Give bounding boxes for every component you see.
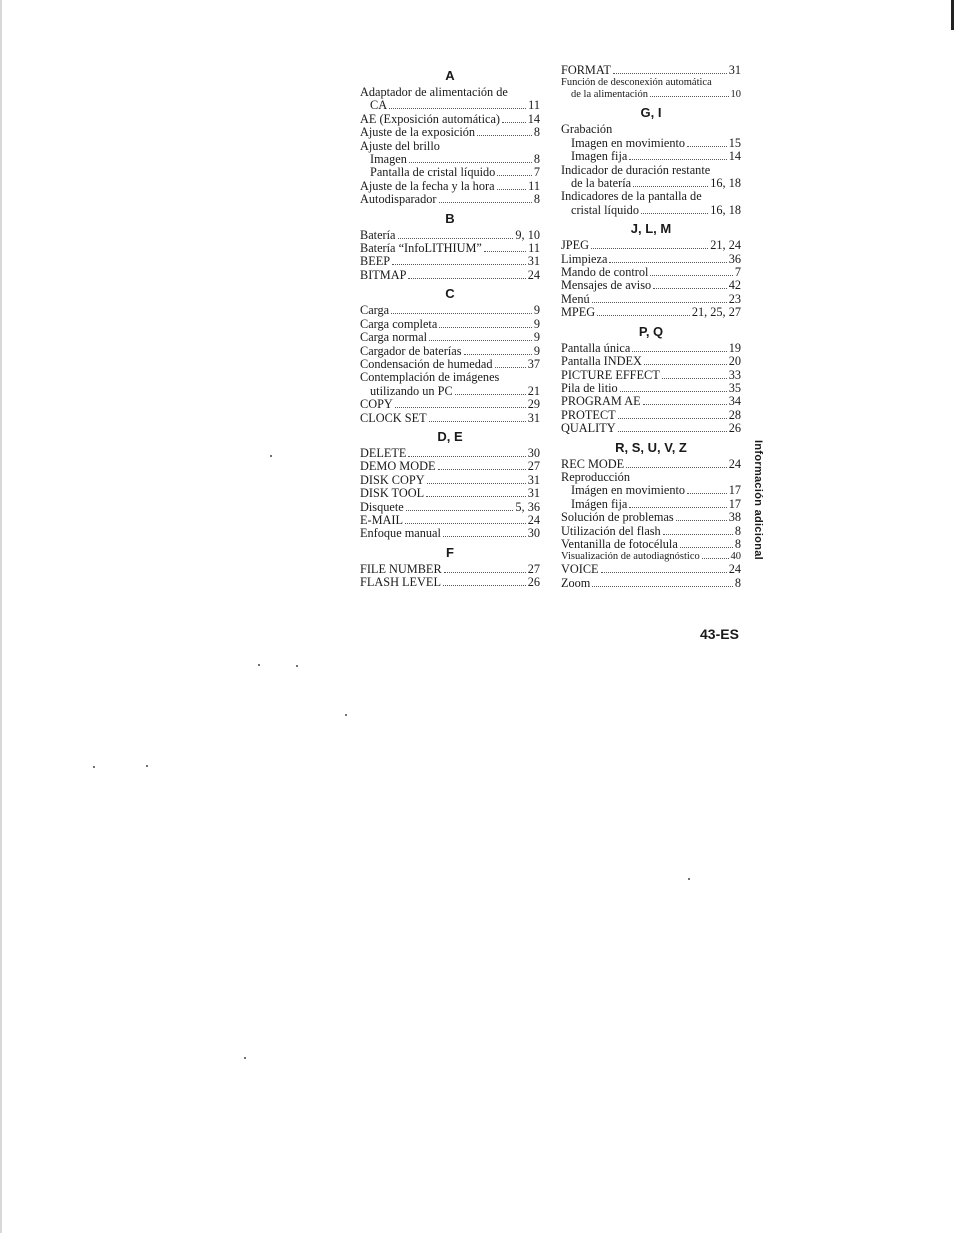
dot-leader [650, 96, 729, 97]
index-entry [561, 137, 741, 150]
index-page-ref: 23 [728, 291, 741, 306]
index-entry [561, 89, 741, 101]
index-term: MPEG [561, 305, 596, 320]
index-page-ref: 15 [728, 135, 741, 150]
index-entry [360, 229, 540, 242]
index-entry [561, 458, 741, 471]
dot-leader [438, 469, 526, 470]
dot-leader [497, 175, 532, 176]
index-term: Imágen en movimiento [571, 483, 686, 498]
index-page-ref: 16, 18 [710, 176, 741, 191]
index-term: Imagen fija [571, 149, 628, 164]
dot-leader [484, 251, 526, 252]
index-term: Disquete [360, 499, 404, 514]
index-page-ref: 31 [527, 486, 540, 501]
index-term: QUALITY [561, 421, 616, 436]
index-term: Pila de litio [561, 380, 618, 395]
index-term: CLOCK SET [360, 410, 427, 425]
dot-leader [477, 135, 532, 136]
index-page-ref: 29 [527, 397, 540, 412]
index-entry [360, 527, 540, 540]
index-page-ref: 9 [533, 316, 540, 331]
dot-leader [601, 572, 727, 573]
index-term: DEMO MODE [360, 459, 436, 474]
index-term: BITMAP [360, 267, 407, 282]
index-entry [561, 498, 741, 511]
index-page-ref: 9 [533, 303, 540, 318]
index-entry-heading: Función de desconexión automática [561, 77, 712, 89]
index-term: Enfoque manual [360, 526, 441, 541]
dot-leader [429, 421, 526, 422]
dot-leader [633, 186, 708, 187]
index-section [360, 68, 540, 207]
dot-leader [643, 404, 727, 405]
index-entry [360, 460, 540, 473]
index-entry-heading: Indicadores de la pantalla de [561, 189, 702, 204]
index-page-ref: 17 [728, 496, 741, 511]
index-term: COPY [360, 397, 393, 412]
dot-leader [632, 351, 726, 352]
dot-leader [613, 73, 727, 74]
index-entry [360, 345, 540, 358]
scan-speck [258, 664, 260, 666]
index-entry [360, 331, 540, 344]
dot-leader [427, 483, 526, 484]
index-column-left [360, 64, 540, 590]
index-page-ref: 35 [728, 380, 741, 395]
index-term: de la batería [571, 176, 632, 191]
index-entry [360, 358, 540, 371]
dot-leader [591, 248, 708, 249]
dot-leader [687, 146, 727, 147]
index-page-ref: 30 [527, 526, 540, 541]
index-term: Pantalla única [561, 340, 631, 355]
index-term: FORMAT [561, 63, 611, 77]
dot-leader [429, 340, 532, 341]
dot-leader [618, 431, 727, 432]
dot-leader [676, 520, 727, 521]
index-entry [360, 385, 540, 398]
dot-leader [618, 418, 727, 419]
index-page-ref: 37 [527, 356, 540, 371]
index-page-ref: 11 [528, 178, 540, 193]
index-entry [360, 269, 540, 282]
dot-leader [408, 278, 525, 279]
section-letter-heading: R, S, U, V, Z [615, 439, 687, 455]
dot-leader [687, 493, 727, 494]
index-section [360, 545, 540, 590]
section-letter-heading: G, I [640, 105, 662, 121]
index-term: Autodisparador [360, 192, 437, 207]
dot-leader [626, 467, 727, 468]
index-page-ref: 42 [728, 278, 741, 293]
index-term: FILE NUMBER [360, 561, 442, 576]
index-entry [561, 342, 741, 355]
index-page-ref: 10 [730, 89, 741, 101]
index-page-ref: 24 [728, 562, 741, 577]
index-column-right [561, 64, 741, 590]
dot-leader [443, 536, 526, 537]
index-term: Ajuste de la fecha y la hora [360, 178, 495, 193]
index-page-ref: 24 [527, 267, 540, 282]
dot-leader [497, 189, 527, 190]
index-page-ref: 16, 18 [710, 202, 741, 217]
index-entry [360, 474, 540, 487]
index-entry [561, 369, 741, 382]
dot-leader [662, 378, 727, 379]
index-entry-heading: Adaptador de alimentación de [360, 85, 508, 99]
index-page-ref: 38 [728, 510, 741, 525]
scan-speck [244, 1057, 246, 1059]
index-section [561, 324, 741, 436]
index-page-ref: 34 [728, 394, 741, 409]
index-page-ref: 27 [527, 561, 540, 576]
scan-speck [688, 878, 690, 880]
index-page-ref: 8 [734, 536, 741, 551]
index-entry [360, 318, 540, 331]
index-term: Utilización del flash [561, 523, 661, 538]
index-page-ref: 31 [527, 410, 540, 425]
index-entry [561, 422, 741, 435]
index-term: Imagen [370, 152, 407, 167]
index-page-ref: 26 [728, 421, 741, 436]
index-term: BEEP [360, 254, 391, 269]
dot-leader [653, 288, 727, 289]
dot-leader [644, 364, 727, 365]
section-letter-heading: J, L, M [630, 221, 672, 237]
page-number: 43-ES [700, 626, 739, 642]
dot-leader [495, 367, 526, 368]
index-term: PROGRAM AE [561, 394, 641, 409]
dot-leader [702, 558, 729, 559]
index-term: PICTURE EFFECT [561, 367, 660, 382]
index-entry [561, 279, 741, 292]
index-term: Pantalla INDEX [561, 354, 642, 369]
index-entry [561, 511, 741, 524]
scan-speck [93, 766, 95, 768]
index-term: Limpieza [561, 251, 608, 266]
index-entry [360, 113, 540, 126]
index-page-ref: 26 [527, 575, 540, 590]
dot-leader [406, 510, 514, 511]
index-entry-heading: Ajuste del brillo [360, 138, 440, 153]
index-page-ref: 33 [728, 367, 741, 382]
dot-leader [426, 496, 526, 497]
dot-leader [444, 572, 526, 573]
index-page-ref: 8 [533, 192, 540, 207]
index-entry [360, 242, 540, 255]
index-entry [360, 153, 540, 166]
index-entry [360, 447, 540, 460]
index-entry [561, 538, 741, 551]
index-section [561, 105, 741, 217]
dot-leader [395, 407, 526, 408]
index-entry [360, 501, 540, 514]
index-term: Ajuste de la exposición [360, 125, 476, 140]
index-term: Visualización de autodiagnóstico [561, 551, 700, 563]
scan-speck [296, 665, 298, 667]
index-section [360, 429, 540, 541]
dot-leader [680, 547, 733, 548]
index-page-ref: 28 [728, 407, 741, 422]
index-term: Batería “InfoLITHIUM” [360, 241, 482, 256]
section-letter-heading: F [446, 544, 454, 560]
index-entry [360, 412, 540, 425]
index-page-ref: 31 [728, 63, 741, 77]
index-entry [360, 576, 540, 589]
index-section [360, 211, 540, 283]
index-term: E-MAIL [360, 512, 404, 527]
index-entry [360, 255, 540, 268]
dot-leader [439, 202, 532, 203]
index-term: DELETE [360, 445, 407, 460]
dot-leader [650, 275, 732, 276]
index-entry-heading: Indicador de duración restante [561, 162, 711, 177]
index-entry [360, 180, 540, 193]
section-letter-heading: P, Q [638, 323, 664, 339]
dot-leader [405, 523, 526, 524]
index-page-ref: 19 [728, 340, 741, 355]
index-entry [360, 193, 540, 206]
index-entry [360, 304, 540, 317]
dot-leader [443, 585, 526, 586]
index-page-ref: 7 [734, 265, 741, 280]
section-letter-heading: A [445, 68, 455, 83]
index-term: PROTECT [561, 407, 616, 422]
index-term: Imágen fija [571, 496, 628, 511]
index-term: CA [370, 98, 388, 113]
index-entry [360, 514, 540, 527]
dot-leader [592, 586, 732, 587]
index-entry [360, 398, 540, 411]
index-term: Batería [360, 227, 396, 242]
index-page-ref: 30 [527, 445, 540, 460]
index-page-ref: 8 [734, 575, 741, 590]
dot-leader [389, 108, 526, 109]
section-letter-heading: C [445, 286, 455, 302]
dot-leader [629, 507, 726, 508]
index-entry [561, 239, 741, 252]
index-page-ref: 21, 24 [710, 238, 741, 253]
index-entry [561, 177, 741, 190]
index-entry-heading: Contemplación de imágenes [360, 370, 500, 385]
index-page-ref: 8 [533, 152, 540, 167]
index-term: Zoom [561, 575, 591, 590]
dot-leader [391, 313, 532, 314]
index-term: VOICE [561, 562, 599, 577]
index-entry [561, 409, 741, 422]
index-entry [561, 395, 741, 408]
dot-leader [663, 534, 733, 535]
scan-speck [345, 714, 347, 716]
index-page-ref: 20 [728, 354, 741, 369]
index-page-ref: 9 [533, 330, 540, 345]
index-term: Mensajes de aviso [561, 278, 652, 293]
dot-leader [629, 159, 726, 160]
index-entry [360, 563, 540, 576]
index-entry [561, 484, 741, 497]
scan-speck [146, 765, 148, 767]
index-entry [561, 150, 741, 163]
index-term: Mando de control [561, 265, 649, 280]
index-term: Pantalla de cristal líquido [370, 165, 496, 180]
dot-leader [464, 354, 532, 355]
index-entry [561, 204, 741, 217]
index-page-ref: 24 [728, 456, 741, 471]
index-page-ref: 8 [734, 523, 741, 538]
index-page-ref: 31 [527, 254, 540, 269]
dot-leader [392, 264, 526, 265]
index-entry [561, 64, 741, 77]
index-page-ref: 14 [527, 111, 540, 126]
index-term: JPEG [561, 238, 590, 253]
index-term: Ventanilla de fotocélula [561, 536, 678, 551]
index-term: DISK COPY [360, 472, 425, 487]
index-entry [360, 126, 540, 139]
dot-leader [620, 391, 727, 392]
index-entry [561, 253, 741, 266]
dot-leader [398, 238, 514, 239]
index-term: Carga [360, 303, 390, 318]
index-term: AE (Exposición automática) [360, 111, 501, 126]
dot-leader [592, 302, 727, 303]
index-entry [360, 166, 540, 179]
dot-leader [439, 327, 532, 328]
index-term: Menú [561, 291, 590, 306]
index-entry [561, 577, 741, 590]
index-page-ref: 14 [728, 149, 741, 164]
index-section [360, 286, 540, 425]
index-page-ref: 40 [730, 551, 741, 563]
index-page-ref: 36 [728, 251, 741, 266]
index-page-ref: 11 [528, 241, 540, 256]
dot-leader [641, 213, 708, 214]
index-entry-heading: Grabación [561, 122, 613, 137]
index-entry [561, 306, 741, 319]
index-page-ref: 9, 10 [515, 227, 540, 242]
index-entry [561, 382, 741, 395]
index-entry [561, 563, 741, 576]
index-page-ref: 21 [527, 383, 540, 398]
index-page-ref: 21, 25, 27 [691, 305, 741, 320]
dot-leader [502, 122, 526, 123]
index-entry [561, 266, 741, 279]
index-term: Carga normal [360, 330, 428, 345]
section-letter-heading: B [445, 210, 455, 226]
index-term: cristal líquido [571, 202, 639, 217]
index-section [561, 221, 741, 319]
index-term: Cargador de baterías [360, 343, 462, 358]
index-entry [360, 487, 540, 500]
dot-leader [609, 262, 726, 263]
index-page-ref: 5, 36 [515, 499, 540, 514]
index-term: de la alimentación [571, 89, 648, 101]
index-section [561, 64, 741, 101]
index-term: Solución de problemas [561, 510, 674, 525]
index-term: Condensación de humedad [360, 356, 493, 371]
dot-leader [597, 315, 690, 316]
dot-leader [409, 162, 532, 163]
index-entry [561, 355, 741, 368]
index-page-ref: 27 [527, 459, 540, 474]
index-page-ref: 11 [528, 98, 540, 113]
index-entry [561, 293, 741, 306]
index-entry [561, 525, 741, 538]
index-term: FLASH LEVEL [360, 575, 441, 590]
index-section [561, 440, 741, 591]
index-term: utilizando un PC [370, 383, 453, 398]
index-page-ref: 8 [533, 125, 540, 140]
index-page-ref: 31 [527, 472, 540, 487]
index-page-ref: 7 [533, 165, 540, 180]
index-term: REC MODE [561, 456, 625, 471]
index-entry [360, 99, 540, 112]
index-entry-heading: Reproducción [561, 469, 630, 484]
section-letter-heading: D, E [437, 428, 463, 444]
side-tab-label: Información adicional [752, 440, 764, 560]
index-term: Imagen en movimiento [571, 135, 686, 150]
dot-leader [455, 394, 526, 395]
index-page-ref: 17 [728, 483, 741, 498]
dot-leader [408, 456, 525, 457]
index-page-ref: 24 [527, 512, 540, 527]
index-term: Carga completa [360, 316, 438, 331]
scan-left-edge [0, 0, 2, 1233]
index-term: DISK TOOL [360, 486, 425, 501]
index-page-ref: 9 [533, 343, 540, 358]
scan-speck [270, 455, 272, 457]
